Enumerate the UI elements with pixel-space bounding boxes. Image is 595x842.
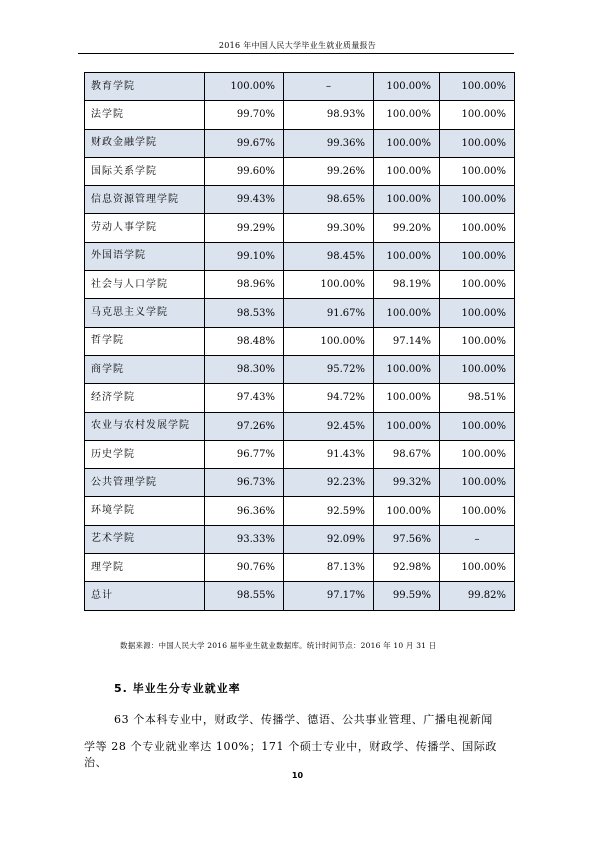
value-cell: 100.00% [440,214,515,242]
college-name-cell: 经济学院 [85,384,205,412]
value-cell: 96.73% [205,469,284,497]
page-number: 10 [291,771,304,780]
value-cell: 100.00% [374,384,440,412]
value-cell: 100.00% [374,186,440,214]
college-name-cell: 劳动人事学院 [85,214,205,242]
header-rule [78,53,514,54]
value-cell: 100.00% [284,271,374,299]
value-cell: 100.00% [374,412,440,440]
value-cell: 100.00% [205,73,284,101]
value-cell: 100.00% [440,355,515,383]
paragraph-line-1: 63 个本科专业中，财政学、传播学、德语、公共事业管理、广播电视新闻 [114,713,493,726]
value-cell: 100.00% [440,271,515,299]
college-name-cell: 环境学院 [85,497,205,525]
value-cell: 100.00% [440,101,515,129]
college-name-cell: 教育学院 [85,73,205,101]
value-cell: 100.00% [440,412,515,440]
value-cell: 100.00% [440,327,515,355]
table-row [85,299,515,327]
value-cell: 98.55% [205,582,284,610]
value-cell: 100.00% [440,299,515,327]
value-cell: 98.30% [205,355,284,383]
college-name-cell: 商学院 [85,355,205,383]
college-name-cell: 外国语学院 [85,242,205,270]
value-cell: 93.33% [205,525,284,553]
value-cell: 100.00% [440,73,515,101]
value-cell: 100.00% [440,242,515,270]
table-row [85,186,515,214]
college-name-cell: 国际关系学院 [85,157,205,185]
value-cell: 99.36% [284,129,374,157]
table-row [85,384,515,412]
value-cell: 100.00% [440,497,515,525]
value-cell: 100.00% [374,242,440,270]
value-cell: 91.67% [284,299,374,327]
value-cell: – [284,73,374,101]
value-cell: 97.14% [374,327,440,355]
college-name-cell: 农业与农村发展学院 [85,412,205,440]
value-cell: 98.48% [205,327,284,355]
employment-rate-table [84,72,515,611]
value-cell: 99.32% [374,469,440,497]
value-cell: 92.98% [374,554,440,582]
source-note: 数据来源：中国人民大学 2016 届毕业生就业数据库。统计时间节点：2016 年 10 月 31 日 [120,641,437,650]
table-row [85,101,515,129]
value-cell: 100.00% [440,129,515,157]
table-row [85,242,515,270]
college-name-cell: 理学院 [85,554,205,582]
value-cell: 100.00% [374,299,440,327]
value-cell: 100.00% [440,186,515,214]
value-cell: – [440,525,515,553]
value-cell: 99.59% [374,582,440,610]
college-name-cell: 财政金融学院 [85,129,205,157]
value-cell: 100.00% [374,129,440,157]
college-name-cell: 信息资源管理学院 [85,186,205,214]
value-cell: 92.45% [284,412,374,440]
value-cell: 98.19% [374,271,440,299]
value-cell: 94.72% [284,384,374,412]
value-cell: 96.36% [205,497,284,525]
table-row [85,214,515,242]
value-cell: 100.00% [374,73,440,101]
value-cell: 100.00% [440,157,515,185]
value-cell: 92.59% [284,497,374,525]
value-cell: 97.17% [284,582,374,610]
table-row [85,554,515,582]
value-cell: 99.30% [284,214,374,242]
value-cell: 92.23% [284,469,374,497]
table-row [85,469,515,497]
section-heading: 5. 毕业生分专业就业率 [114,682,241,695]
value-cell: 100.00% [440,554,515,582]
table-row [85,440,515,468]
value-cell: 98.51% [440,384,515,412]
table-row [85,525,515,553]
table-row [85,271,515,299]
college-name-cell: 法学院 [85,101,205,129]
value-cell: 99.20% [374,214,440,242]
value-cell: 98.93% [284,101,374,129]
value-cell: 97.43% [205,384,284,412]
table-row [85,129,515,157]
table-row [85,157,515,185]
college-name-cell: 公共管理学院 [85,469,205,497]
value-cell: 99.29% [205,214,284,242]
value-cell: 99.60% [205,157,284,185]
value-cell: 99.70% [205,101,284,129]
value-cell: 100.00% [284,327,374,355]
college-name-cell: 哲学院 [85,327,205,355]
table-row [85,412,515,440]
value-cell: 99.43% [205,186,284,214]
college-name-cell: 艺术学院 [85,525,205,553]
value-cell: 95.72% [284,355,374,383]
value-cell: 99.26% [284,157,374,185]
value-cell: 98.45% [284,242,374,270]
value-cell: 97.26% [205,412,284,440]
college-name-cell: 历史学院 [85,440,205,468]
value-cell: 100.00% [440,469,515,497]
value-cell: 98.67% [374,440,440,468]
college-name-cell: 总计 [85,582,205,610]
value-cell: 100.00% [374,101,440,129]
value-cell: 97.56% [374,525,440,553]
table-row [85,327,515,355]
college-name-cell: 马克思主义学院 [85,299,205,327]
value-cell: 100.00% [440,440,515,468]
value-cell: 98.65% [284,186,374,214]
table-row [85,355,515,383]
value-cell: 98.96% [205,271,284,299]
college-name-cell: 社会与人口学院 [85,271,205,299]
value-cell: 87.13% [284,554,374,582]
value-cell: 99.10% [205,242,284,270]
value-cell: 96.77% [205,440,284,468]
value-cell: 99.67% [205,129,284,157]
table-row [85,582,515,610]
value-cell: 100.00% [374,497,440,525]
value-cell: 100.00% [374,355,440,383]
value-cell: 100.00% [374,157,440,185]
value-cell: 92.09% [284,525,374,553]
value-cell: 91.43% [284,440,374,468]
running-header: 2016 年中国人民大学毕业生就业质量报告 [218,41,377,50]
table-row [85,497,515,525]
value-cell: 90.76% [205,554,284,582]
value-cell: 99.82% [440,582,515,610]
paragraph-line-2: 学等 28 个专业就业率达 100%；171 个硕士专业中，财政学、传播学、国际政治、 [84,740,498,769]
value-cell: 98.53% [205,299,284,327]
table-row [85,73,515,101]
